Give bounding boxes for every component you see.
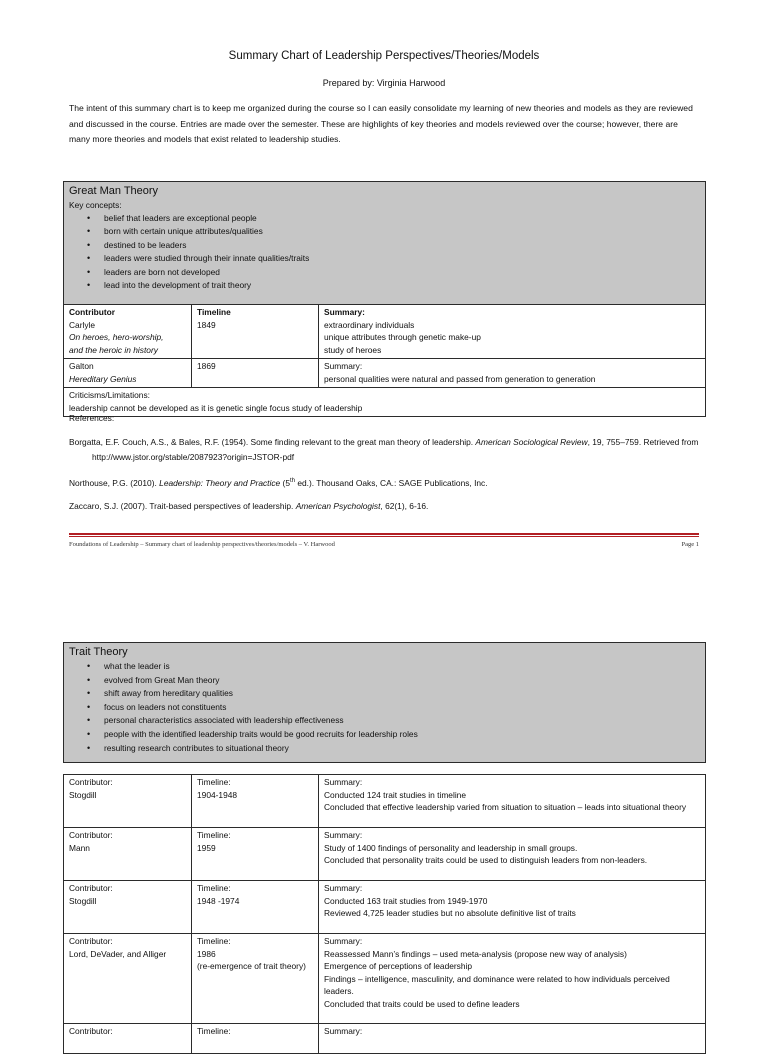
- summary-line: Reviewed 4,725 leader studies but no absolute definitive list of traits: [324, 908, 576, 918]
- reference-text: ed.). Thousand Oaks, CA.: SAGE Publications, Inc.: [295, 477, 488, 488]
- timeline-year: 1948 -1974: [197, 895, 240, 906]
- reference-title: Leadership: Theory and Practice: [159, 477, 281, 488]
- timeline-cell: [192, 881, 319, 934]
- list-item: • leaders were studied through their innate qualities/traits: [104, 252, 700, 266]
- reference-superscript: th: [289, 478, 295, 484]
- timeline-cell: [192, 1024, 319, 1054]
- timeline-label: Timeline:: [197, 777, 231, 787]
- contributor-name: Lord, DeVader, and Alliger: [69, 948, 167, 959]
- summary-line: Findings – intelligence, masculinity, and dominance were related to how individuals perceived leaders.: [324, 973, 670, 996]
- summary-label: Summary:: [324, 936, 363, 946]
- summary-header: Summary:: [324, 307, 365, 317]
- criticisms-text: leadership cannot be developed as it is genetic single focus study of leadership: [69, 402, 363, 413]
- summary-line: Emergence of perceptions of leadership: [324, 961, 473, 971]
- timeline-label: Timeline:: [197, 936, 231, 946]
- list-item: • destined to be leaders: [104, 239, 700, 253]
- timeline-year: 1869: [197, 361, 216, 371]
- reference-3: [69, 499, 709, 514]
- criticisms-cell: [64, 388, 706, 417]
- timeline-cell: [192, 934, 319, 1024]
- list-item: • lead into the development of trait theory: [104, 279, 700, 293]
- table-row: [64, 828, 706, 881]
- contributor-label: Contributor:: [69, 936, 113, 946]
- timeline-cell: [192, 828, 319, 881]
- intro-paragraph: The intent of this summary chart is to keep me organized during the course so I can easily consolidate my learning of new theories and models as they are reviewed and discussed in the course. Entries are made over the semester. These are highlights of key theories and models reviewed over the course; however, there are many more theories and models that exist related to leadership studies.: [69, 103, 693, 144]
- contributor-header: Contributor: [69, 307, 116, 317]
- timeline-label: Timeline:: [197, 883, 231, 893]
- timeline-header: Timeline: [197, 307, 231, 317]
- contributor-work: On heroes, hero-worship,: [69, 332, 164, 342]
- table-row: [64, 881, 706, 934]
- trait-theory-table: [63, 642, 706, 1054]
- contributor-label: Contributor:: [69, 830, 113, 840]
- list-item: • resulting research contributes to situational theory: [104, 742, 700, 756]
- contributor-cell: [64, 934, 192, 1024]
- reference-text: Zaccaro, S.J. (2007). Trait-based perspectives of leadership.: [69, 501, 296, 511]
- summary-label: Summary:: [324, 830, 363, 840]
- list-item: • shift away from hereditary qualities: [104, 687, 700, 701]
- summary-line: personal qualities were natural and passed from generation to generation: [324, 373, 596, 384]
- contributor-cell: [64, 1024, 192, 1054]
- summary-line: study of heroes: [324, 344, 382, 355]
- great-man-concepts-list: [69, 212, 700, 294]
- timeline-year: 1959: [197, 842, 216, 853]
- table-row: [64, 934, 706, 1024]
- timeline-year: 1849: [197, 319, 216, 330]
- summary-cell: [319, 881, 706, 934]
- summary-cell: [319, 828, 706, 881]
- footer-rule: [69, 536, 699, 537]
- document-title: Summary Chart of Leadership Perspectives/Theories/Models: [228, 50, 540, 62]
- trait-concepts-cell: [64, 643, 706, 763]
- timeline-label: Timeline:: [197, 1026, 231, 1036]
- prepared-by: Prepared by: Virginia Harwood: [322, 78, 446, 88]
- list-item: • people with the identified leadership traits would be good recruits for leadership roles: [104, 728, 700, 742]
- summary-label: Summary:: [324, 777, 363, 787]
- reference-journal: American Psychologist: [295, 501, 381, 511]
- table-spacer: [64, 763, 706, 775]
- list-item: • personal characteristics associated with leadership effectiveness: [104, 714, 700, 728]
- contributor-cell: [64, 775, 192, 828]
- great-man-concepts-cell: [64, 182, 706, 305]
- summary-line: Conducted 124 trait studies in timeline: [324, 789, 466, 800]
- page-number: Page 1: [681, 541, 699, 548]
- contributor-label: Contributor:: [69, 777, 113, 787]
- timeline-year: 1904-1948: [197, 789, 238, 800]
- summary-line: Concluded that personality traits could be used to distinguish leaders from non-leaders.: [324, 855, 648, 865]
- summary-cell: [319, 359, 706, 388]
- timeline-cell: [192, 305, 319, 359]
- summary-line: extraordinary individuals: [324, 319, 415, 330]
- list-item: • focus on leaders not constituents: [104, 701, 700, 715]
- table-row: [64, 388, 706, 417]
- contributor-work: and the heroic in history: [69, 344, 158, 355]
- trait-theory-title: Trait Theory: [69, 646, 128, 658]
- timeline-year: 1986: [197, 948, 216, 959]
- table-row: [64, 359, 706, 388]
- summary-line: Concluded that traits could be used to define leaders: [324, 998, 520, 1009]
- contributor-name: Stogdill: [69, 895, 97, 906]
- footer-text: Foundations of Leadership – Summary chart of leadership perspectives/theories/models – V. Harwood: [69, 541, 335, 548]
- timeline-cell: [192, 359, 319, 388]
- contributor-cell: [64, 305, 192, 359]
- contributor-name: Mann: [69, 842, 90, 853]
- summary-line: Concluded that effective leadership varied from situation to situation – leads into situational theory: [324, 802, 687, 812]
- reference-text: Borgatta, E.F. Couch, A.S., & Bales, R.F. (1954). Some finding relevant to the great man theory of leadership.: [69, 437, 476, 447]
- table-row: [64, 775, 706, 828]
- summary-line: unique attributes through genetic make-up: [324, 332, 481, 342]
- table-row: [64, 305, 706, 359]
- reference-text: (5: [280, 477, 290, 488]
- trait-concepts-list: [69, 660, 700, 755]
- reference-journal: American Sociological Review: [475, 437, 588, 447]
- timeline-cell: [192, 775, 319, 828]
- references-label: References:: [69, 413, 115, 423]
- contributor-name: Stogdill: [69, 789, 97, 800]
- summary-cell: [319, 305, 706, 359]
- contributor-cell: [64, 881, 192, 934]
- summary-label: Summary:: [324, 883, 363, 893]
- reference-text: , 62(1), 6-16.: [380, 501, 429, 511]
- reference-text: , 19, 755–759. Retrieved from http://www.jstor.org/stable/2087923?origin=JSTOR-pdf: [92, 437, 699, 462]
- contributor-label: Contributor:: [69, 1026, 113, 1036]
- summary-cell: [319, 934, 706, 1024]
- list-item: • leaders are born not developed: [104, 266, 700, 280]
- contributor-cell: [64, 359, 192, 388]
- contributor-work: Hereditary Genius: [69, 373, 137, 384]
- criticisms-label: Criticisms/Limitations:: [69, 390, 150, 400]
- contributor-name: Carlyle: [69, 319, 96, 330]
- reference-1: [69, 435, 709, 465]
- reference-2: [69, 474, 709, 491]
- summary-line: Conducted 163 trait studies from 1949-1970: [324, 895, 488, 906]
- timeline-note: (re-emergence of trait theory): [197, 961, 306, 971]
- reference-text: Northouse, P.G. (2010).: [69, 477, 160, 488]
- timeline-label: Timeline:: [197, 830, 231, 840]
- summary-header: Summary:: [324, 361, 363, 371]
- summary-line: Study of 1400 findings of personality and leadership in small groups.: [324, 842, 578, 853]
- list-item: • what the leader is: [104, 660, 700, 674]
- footer-rule: [69, 533, 699, 535]
- list-item: • belief that leaders are exceptional people: [104, 212, 700, 226]
- summary-cell: [319, 1024, 706, 1054]
- summary-cell: [319, 775, 706, 828]
- key-concepts-label: Key concepts:: [69, 200, 122, 210]
- summary-label: Summary:: [324, 1026, 363, 1036]
- list-item: • evolved from Great Man theory: [104, 674, 700, 688]
- list-item: • born with certain unique attributes/qualities: [104, 225, 700, 239]
- table-row: [64, 1024, 706, 1054]
- contributor-label: Contributor:: [69, 883, 113, 893]
- great-man-table: [63, 181, 706, 417]
- contributor-cell: [64, 828, 192, 881]
- contributor-name: Galton: [69, 361, 94, 371]
- summary-line: Reassessed Mann’s findings – used meta-analysis (propose new way of analysis): [324, 948, 627, 959]
- great-man-title: Great Man Theory: [69, 185, 159, 197]
